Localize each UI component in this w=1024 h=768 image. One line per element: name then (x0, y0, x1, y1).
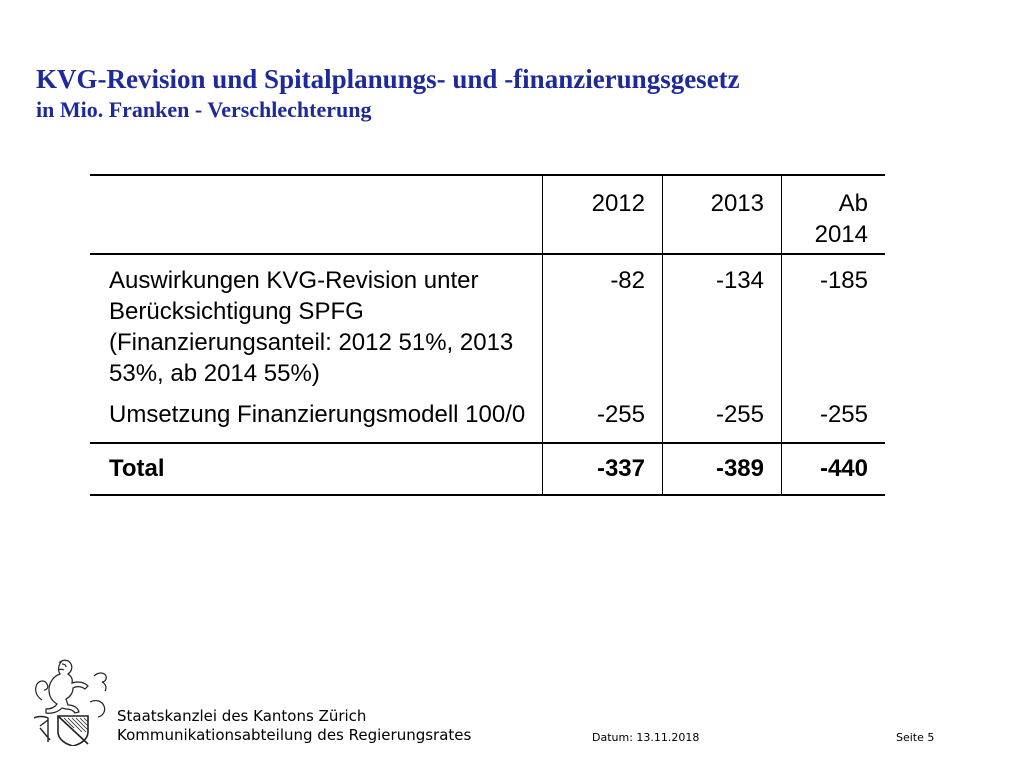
header-cell-ab-2014 (782, 175, 886, 254)
table-total-row (90, 443, 885, 495)
footer-org-line1: Staatskanzlei des Kantons Zürich (117, 707, 367, 725)
footer-date: Datum: 13.11.2018 (592, 731, 700, 744)
total-value-2013: -389 (663, 443, 782, 495)
row-value-2012: -255 (543, 398, 663, 443)
header-cell-ab-2014-text: Ab 2014 (814, 190, 868, 248)
row-label-finanzierungsmodell: Umsetzung Finanzierungsmodell 100/0 (109, 401, 526, 428)
total-value-2012: -337 (543, 443, 663, 495)
total-value-ab-2014: -440 (782, 443, 886, 495)
row-value-2013: -134 (663, 254, 782, 398)
table-row (90, 398, 885, 443)
table-header-row (90, 175, 885, 254)
header-cell-empty (90, 175, 543, 254)
financial-table (90, 174, 885, 496)
row-label-kvg-revision: Auswirkungen KVG-Revision unter Berücksichtigung SPFG (Finanzierungsanteil: 2012 51%, 2013 53%, ab 2014 55%) (90, 254, 543, 398)
footer-organization (117, 707, 471, 745)
row-value-ab-2014: -255 (782, 398, 886, 443)
header-cell-2012: 2012 (543, 175, 663, 254)
footer-org-line2: Kommunikationsabteilung des Regierungsrates (117, 726, 472, 744)
row-value-2012: -82 (543, 254, 663, 398)
row-value-ab-2014: -185 (782, 254, 886, 398)
row-value-2013: -255 (663, 398, 782, 443)
slide-title-block (36, 62, 740, 124)
zurich-lion-coat-of-arms-icon (28, 656, 114, 746)
slide-title: KVG-Revision und Spitalplanungs- und -finanzierungsgesetz (36, 64, 740, 94)
slide-subtitle: in Mio. Franken - Verschlechterung (36, 97, 372, 122)
footer-page-number: Seite 5 (896, 731, 935, 744)
table-row (90, 254, 885, 398)
header-cell-2013: 2013 (663, 175, 782, 254)
total-label: Total (90, 443, 543, 495)
